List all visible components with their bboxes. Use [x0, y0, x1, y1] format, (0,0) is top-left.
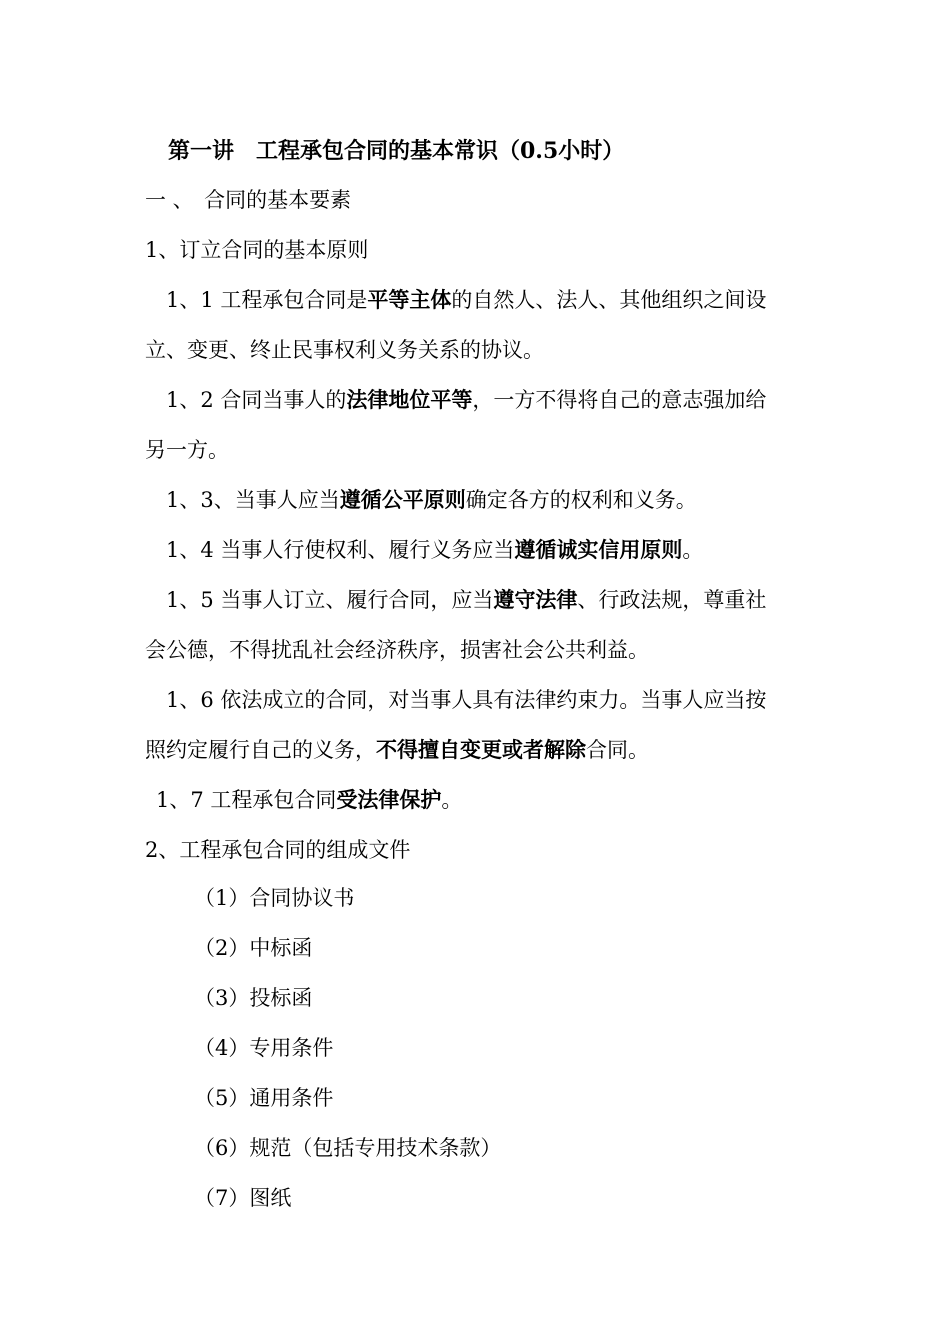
paragraph-1-7 — [156, 786, 462, 814]
paragraph-1-5-line1 — [166, 586, 766, 614]
list-item: （5）通用条件 — [194, 1086, 334, 1110]
list-item: （2）中标函 — [194, 936, 313, 960]
paragraph-1-7-text-cont: 。 — [441, 788, 463, 812]
list-item: （6）规范（包括专用技术条款） — [194, 1136, 502, 1160]
list-item: （4）专用条件 — [194, 1036, 334, 1060]
paragraph-1-6-line2 — [145, 736, 649, 764]
paragraph-1-5-text: 1、5 当事人订立、履行合同，应当 — [166, 588, 494, 612]
paragraph-1-6-emphasis: 不得擅自变更或者解除 — [376, 737, 586, 762]
paragraph-1-6-text: 照约定履行自己的义务， — [145, 738, 376, 762]
section-heading: 一 、 合同的基本要素 — [145, 188, 352, 212]
paragraph-1-3 — [166, 486, 697, 514]
paragraph-1-3-emphasis: 遵循公平原则 — [339, 487, 466, 512]
list-item: （3）投标函 — [194, 986, 313, 1010]
paragraph-1-2-text-cont: ，一方不得将自己的意志强加给 — [472, 388, 767, 412]
page-title: 第一讲 工程承包合同的基本常识（0.5小时） — [168, 138, 625, 164]
paragraph-1-3-text: 1、3、当事人应当 — [166, 488, 340, 512]
paragraph-1-3-text-cont: 确定各方的权利和义务。 — [465, 488, 697, 512]
paragraph-1-5-line2: 会公德，不得扰乱社会经济秩序，损害社会公共利益。 — [145, 638, 649, 662]
paragraph-1-5-text-cont: 、行政法规，尊重社 — [577, 588, 767, 612]
paragraph-1-2-line1 — [166, 386, 766, 414]
paragraph-1-7-text: 1、7 工程承包合同 — [156, 788, 337, 812]
paragraph-1-1-emphasis: 平等主体 — [367, 287, 452, 312]
paragraph-1-4 — [166, 536, 703, 564]
paragraph-1-6-line1: 1、6 依法成立的合同，对当事人具有法律约束力。当事人应当按 — [166, 688, 767, 712]
paragraph-1-1-line1 — [166, 286, 766, 314]
paragraph-1-1-text: 1、1 工程承包合同是 — [166, 288, 368, 312]
list-item: （1）合同协议书 — [194, 886, 355, 910]
paragraph-1-4-text-cont: 。 — [682, 538, 704, 562]
paragraph-1-2-emphasis: 法律地位平等 — [346, 387, 473, 412]
paragraph-1-2-line2: 另一方。 — [145, 438, 229, 462]
subsection-heading-documents: 2、工程承包合同的组成文件 — [145, 838, 411, 862]
subsection-heading-principles: 1、订立合同的基本原则 — [145, 238, 369, 262]
list-item: （7）图纸 — [194, 1186, 292, 1210]
paragraph-1-7-emphasis: 受法律保护 — [336, 787, 442, 812]
paragraph-1-6-text-cont: 合同。 — [586, 738, 649, 762]
paragraph-1-1-line2: 立、变更、终止民事权利义务关系的协议。 — [145, 338, 544, 362]
paragraph-1-1-text-cont: 的自然人、法人、其他组织之间设 — [451, 288, 767, 312]
paragraph-1-4-emphasis: 遵循诚实信用原则 — [514, 537, 683, 562]
paragraph-1-2-text: 1、2 合同当事人的 — [166, 388, 347, 412]
paragraph-1-5-emphasis: 遵守法律 — [493, 587, 578, 612]
paragraph-1-4-text: 1、4 当事人行使权利、履行义务应当 — [166, 538, 515, 562]
